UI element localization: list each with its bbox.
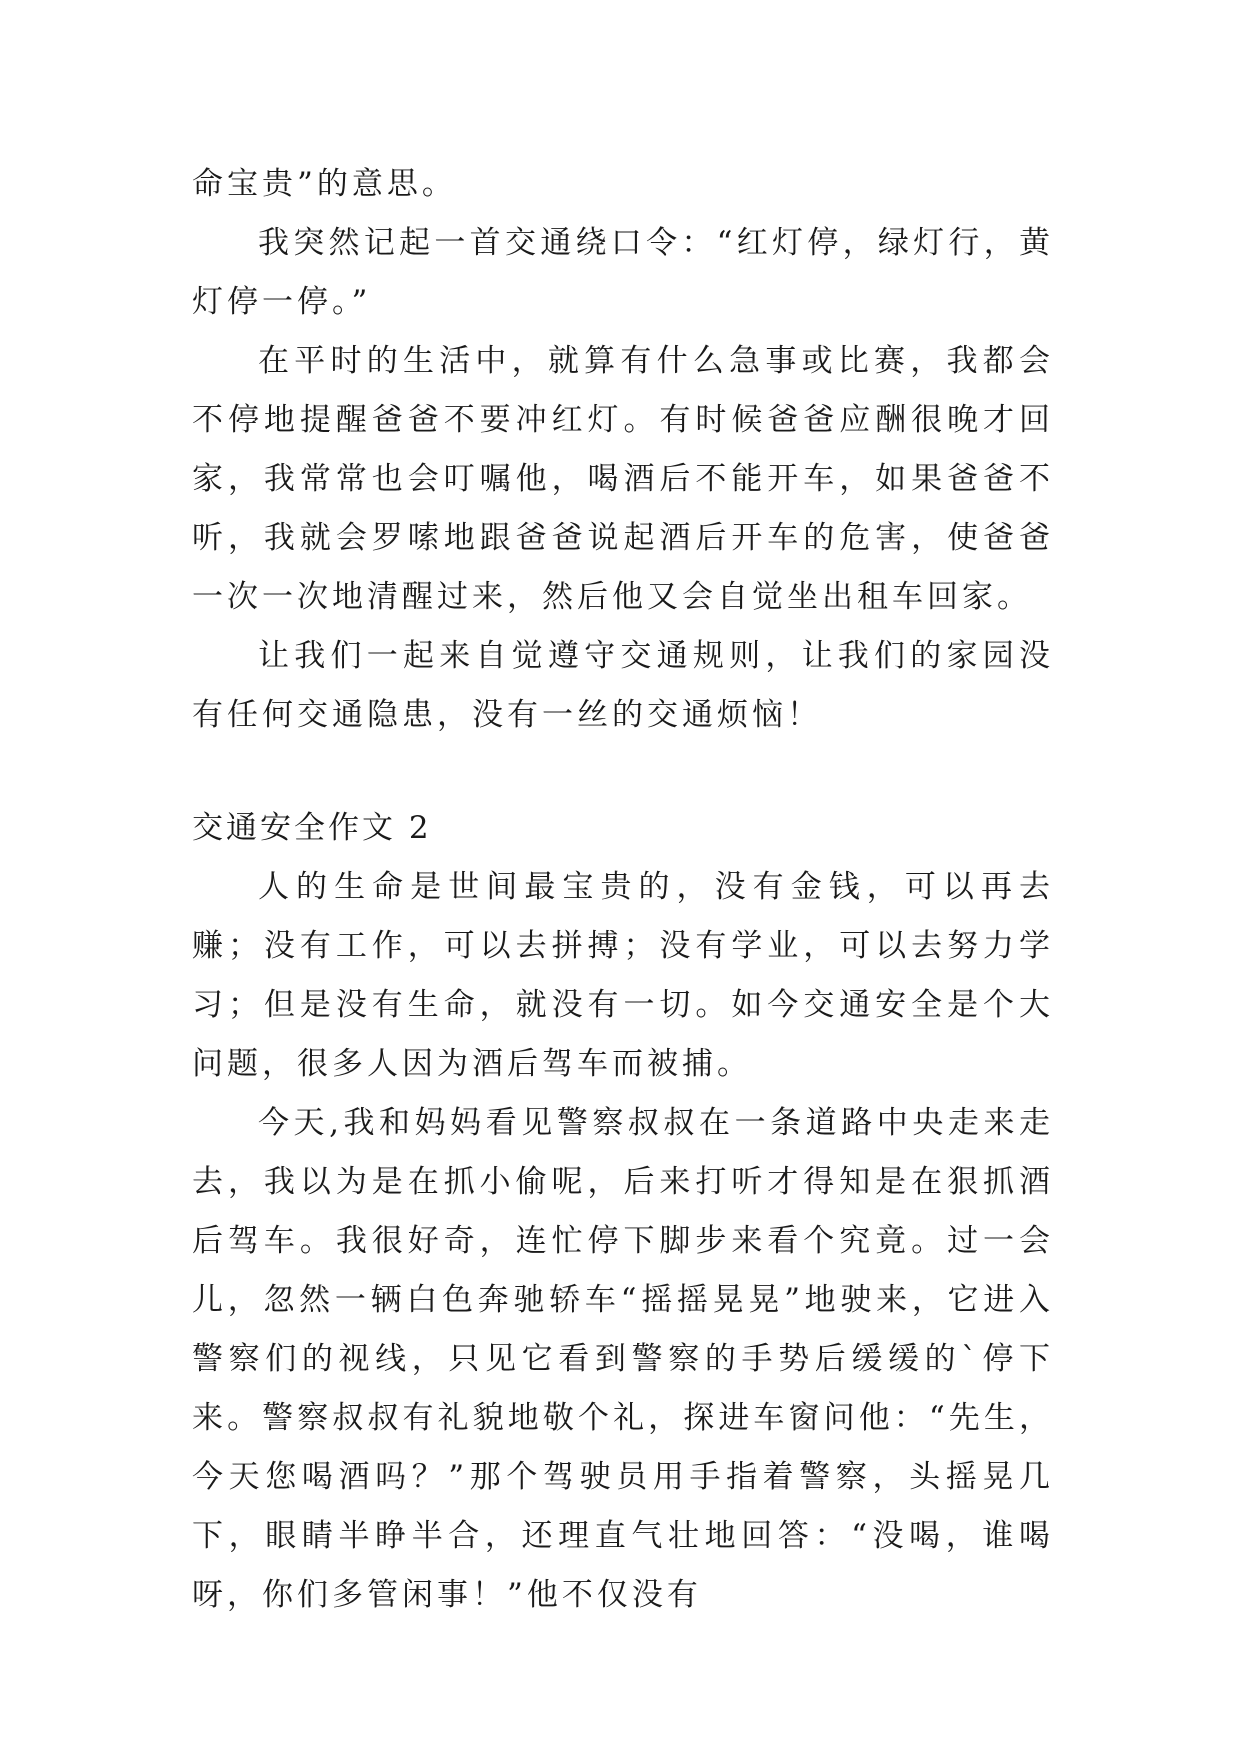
paragraph-conclusion: 让我们一起来自觉遵守交通规则，让我们的家园没有任何交通隐患，没有一丝的交通烦恼！ — [192, 638, 1054, 733]
paragraph-tongue-twister: 我突然记起一首交通绕口令：“红灯停，绿灯行，黄灯停一停。” — [192, 225, 1054, 320]
paragraph-continuation: 命宝贵”的意思。 — [192, 166, 457, 202]
document-body — [192, 155, 1054, 1625]
section-title: 交通安全作文 2 — [192, 810, 432, 846]
paragraph-daily-life: 在平时的生活中，就算有什么急事或比赛，我都会不停地提醒爸爸不要冲红灯。有时候爸爸应酬很晚才回家，我常常也会叮嘱他，喝酒后不能开车，如果爸爸不听，我就会罗嗦地跟爸爸说起酒后开车的危害，使爸爸一次一次地清醒过来，然后他又会自觉坐出租车回家。 — [192, 343, 1054, 615]
paragraph-police-story: 今天,我和妈妈看见警察叔叔在一条道路中央走来走去，我以为是在抓小偷呢，后来打听才得知是在狠抓酒后驾车。我很好奇，连忙停下脚步来看个究竟。过一会儿，忽然一辆白色奔驰轿车“摇摇晃晃”地驶来，它进入警察们的视线，只见它看到警察的手势后缓缓的`停下来。警察叔叔有礼貌地敬个礼，探进车窗问他：“先生，今天您喝酒吗？”那个驾驶员用手指着警察，头摇晃几下，眼睛半睁半合，还理直气壮地回答：“没喝，谁喝呀，你们多管闲事！”他不仅没有 — [192, 1105, 1054, 1613]
paragraph-life-precious: 人的生命是世间最宝贵的，没有金钱，可以再去赚；没有工作，可以去拼搏；没有学业，可以去努力学习；但是没有生命，就没有一切。如今交通安全是个大问题，很多人因为酒后驾车而被捕。 — [192, 869, 1054, 1082]
